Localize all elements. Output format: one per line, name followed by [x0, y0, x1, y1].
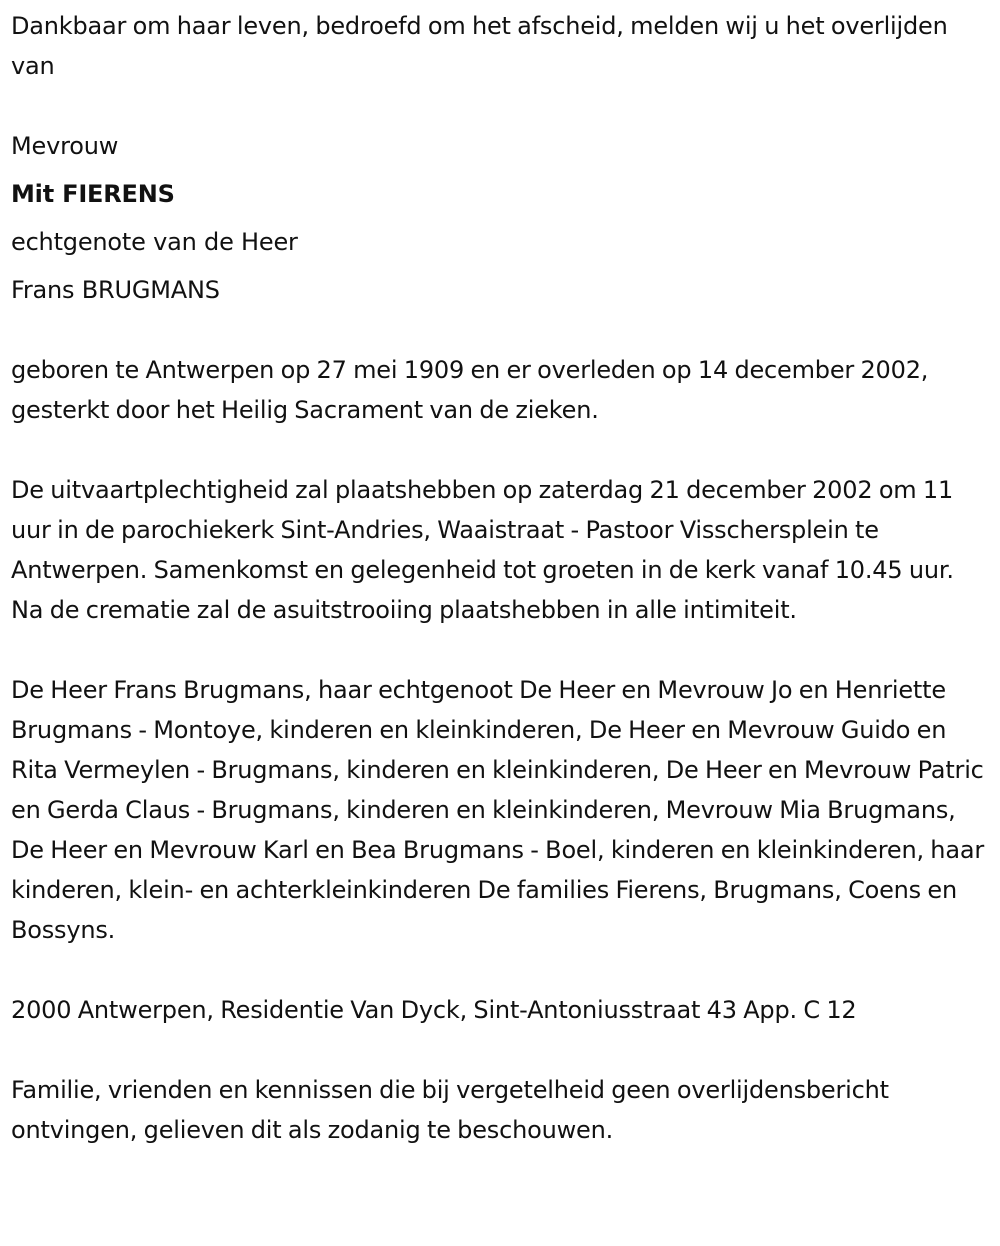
deceased-block	[11, 122, 990, 314]
deceased-name: Mit FIERENS	[11, 180, 175, 208]
spacer	[11, 430, 990, 470]
spacer	[11, 86, 990, 122]
spacer	[11, 950, 990, 990]
spouse-name: Frans BRUGMANS	[11, 276, 220, 304]
spacer	[11, 630, 990, 670]
title-prefix: Mevrouw	[11, 132, 119, 160]
family-text: De Heer Frans Brugmans, haar echtgenoot De Heer en Mevrouw Jo en Henriette Brugmans - Montoye, kinderen en kleinkinderen, De Heer en Mevrouw Guido en Rita Vermeylen - Brugmans, kinderen en kleinkinderen, De Heer en Mevrouw Patric en Gerda Claus - Brugmans, kinderen en kleinkinderen, Mevrouw Mia Brugmans, De Heer en Mevrouw Karl en Bea Brugmans - Boel, kinderen en kleinkinderen, haar kinderen, klein- en achterkleinkinderen De families Fierens, Brugmans, Coens en Bossyns.	[11, 676, 985, 944]
intro-text: Dankbaar om haar leven, bedroefd om het afscheid, melden wij u het overlijden van	[11, 12, 948, 80]
birth-death-text: geboren te Antwerpen op 27 mei 1909 en er overleden op 14 december 2002, gesterkt door het Heilig Sacrament van de zieken.	[11, 356, 929, 424]
spacer	[11, 1030, 990, 1070]
relation-text: echtgenote van de Heer	[11, 228, 298, 256]
funeral-text: De uitvaartplechtigheid zal plaatshebben op zaterdag 21 december 2002 om 11 uur in de parochiekerk Sint-Andries, Waaistraat - Pastoor Visschersplein te Antwerpen. Samenkomst en gelegenheid tot groeten in de kerk vanaf 10.45 uur. Na de crematie zal de asuitstrooiing plaatshebben in alle intimiteit.	[11, 476, 954, 624]
closing-text: Familie, vrienden en kennissen die bij vergetelheid geen overlijdensbericht ontvingen, gelieven dit als zodanig te beschouwen.	[11, 1076, 889, 1144]
address-text: 2000 Antwerpen, Residentie Van Dyck, Sint-Antoniusstraat 43 App. C 12	[11, 996, 857, 1024]
spacer	[11, 314, 990, 350]
